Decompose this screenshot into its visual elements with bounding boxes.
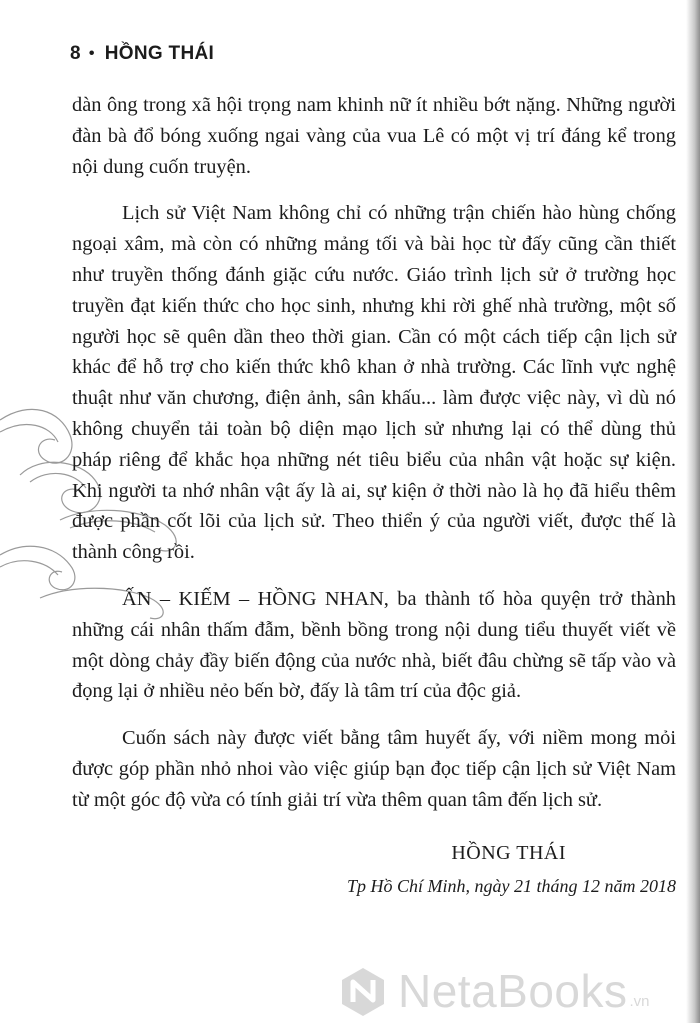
page-edge-shadow [686,0,700,1023]
author-signature: HỒNG THÁI [451,842,566,864]
watermark-suffix: .vn [629,993,650,1010]
dateline: Tp Hồ Chí Minh, ngày 21 tháng 12 năm 2018 [346,876,676,896]
header-bullet: • [88,45,95,62]
netabooks-logo-icon [338,966,388,1016]
paragraph-continued: dàn ông trong xã hội trọng nam khinh nữ ít nhiều bớt nặng. Những người đàn bà đổ bóng xuống ngai vàng của vua Lê có một vị trí đáng kể trong nội dung cuốn truyện. [72,94,676,178]
paragraph: Cuốn sách này được viết bằng tâm huyết ấy, với niềm mong mỏi được góp phần nhỏ nhoi vào việc giúp bạn đọc tiếp cận lịch sử Việt Nam từ một góc độ vừa có tính giải trí vừa thêm quan tâm đến lịch sử. [72,727,676,811]
paragraph: ẤN – KIẾM – HỒNG NHAN, ba thành tố hòa quyện trở thành những cái nhân thấm đẫm, bềnh bồng trong nội dung tiểu thuyết viết về một dòng chảy đầy biến động của nước nhà, biết đâu chừng sẽ tấp vào và đọng lại ở nhiều nẻo bến bờ, đấy là tâm trí của độc giả. [72,587,676,703]
paragraph: Lịch sử Việt Nam không chỉ có những trận chiến hào hùng chống ngoại xâm, mà còn có những mảng tối và bài học từ đấy cũng cần thiết như truyền thống đánh giặc cứu nước. Giáo trình lịch sử ở trường học truyền đạt kiến thức cho học sinh, nhưng khi rời ghế nhà trường, một số người học sẽ quên dần theo thời gian. Cần có một cách tiếp cận lịch sử khác để hỗ trợ cho kiến thức khô khan ở nhà trường. Các lĩnh vực nghệ thuật như văn chương, điện ảnh, sân khấu... làm được việc này, vì dù nó không chuyển tải toàn bộ diện mạo lịch sử nhưng lại có thể dùng thủ pháp riêng để khắc họa những nét tiêu biểu của nhân vật hoặc sự kiện. Khi người ta nhớ nhân vật ấy là ai, sự kiện ở thời nào là họ đã hiểu thêm được phần cốt lõi của lịch sử. Theo thiển ý của người viết, được thế là thành công rồi. [72,202,676,564]
body-text [72,90,676,816]
netabooks-watermark [338,960,650,1016]
header-author: HỒNG THÁI [104,43,215,64]
running-header [70,40,214,68]
watermark-brand: NetaBooks [398,965,628,1017]
page-number: 8 [70,43,81,64]
